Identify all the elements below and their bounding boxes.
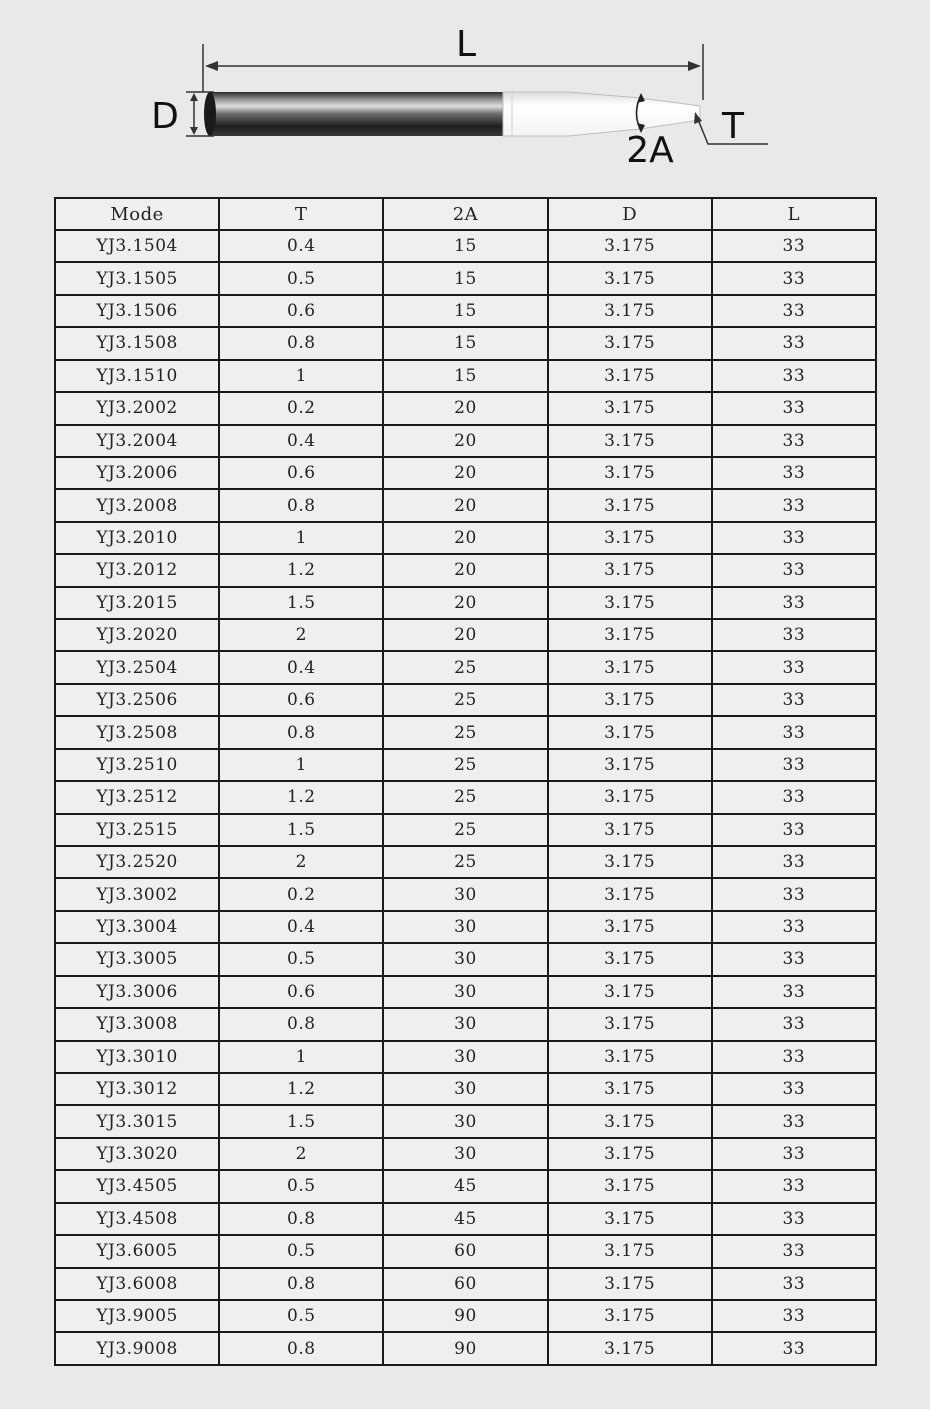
cell-mode: YJ3.1505 [55, 262, 219, 294]
cell-l: 33 [712, 1041, 876, 1073]
cell-t: 0.8 [219, 1332, 383, 1365]
header-2a: 2A [383, 198, 547, 230]
cell-d: 3.175 [548, 587, 712, 619]
cell-2a: 30 [383, 1073, 547, 1105]
cell-2a: 20 [383, 554, 547, 586]
table-row [55, 1041, 876, 1073]
cell-l: 33 [712, 1203, 876, 1235]
cell-l: 33 [712, 878, 876, 910]
cell-2a: 25 [383, 716, 547, 748]
cell-l: 33 [712, 489, 876, 521]
cell-mode: YJ3.2520 [55, 846, 219, 878]
cell-d: 3.175 [548, 651, 712, 683]
table-row [55, 1300, 876, 1332]
table-row [55, 1332, 876, 1365]
cell-l: 33 [712, 230, 876, 262]
cell-l: 33 [712, 1235, 876, 1267]
cell-mode: YJ3.2012 [55, 554, 219, 586]
cell-t: 0.2 [219, 878, 383, 910]
label-l: L [455, 24, 477, 65]
cell-2a: 30 [383, 878, 547, 910]
cell-d: 3.175 [548, 976, 712, 1008]
cell-t: 0.8 [219, 1008, 383, 1040]
cell-d: 3.175 [548, 425, 712, 457]
cell-2a: 15 [383, 360, 547, 392]
cell-l: 33 [712, 716, 876, 748]
cell-l: 33 [712, 781, 876, 813]
cell-mode: YJ3.6008 [55, 1268, 219, 1300]
table-row [55, 1235, 876, 1267]
cell-d: 3.175 [548, 1235, 712, 1267]
cell-d: 3.175 [548, 814, 712, 846]
cell-t: 2 [219, 846, 383, 878]
cell-l: 33 [712, 814, 876, 846]
cell-mode: YJ3.1510 [55, 360, 219, 392]
table-row [55, 230, 876, 262]
cell-d: 3.175 [548, 684, 712, 716]
cell-2a: 90 [383, 1300, 547, 1332]
cell-l: 33 [712, 425, 876, 457]
cell-2a: 20 [383, 457, 547, 489]
cell-mode: YJ3.2006 [55, 457, 219, 489]
cell-2a: 60 [383, 1235, 547, 1267]
cell-mode: YJ3.2508 [55, 716, 219, 748]
table-row [55, 684, 876, 716]
cell-2a: 30 [383, 1105, 547, 1137]
table-row [55, 976, 876, 1008]
table-row [55, 1008, 876, 1040]
table-row [55, 425, 876, 457]
cell-t: 1.2 [219, 554, 383, 586]
table-row [55, 1203, 876, 1235]
cell-l: 33 [712, 1105, 876, 1137]
cell-t: 0.5 [219, 1235, 383, 1267]
cell-2a: 20 [383, 392, 547, 424]
cell-l: 33 [712, 943, 876, 975]
cell-t: 0.4 [219, 230, 383, 262]
cell-t: 0.8 [219, 327, 383, 359]
bit-shank [204, 92, 515, 136]
header-t: T [219, 198, 383, 230]
table-row [55, 1268, 876, 1300]
table-row [55, 587, 876, 619]
cell-t: 1.5 [219, 1105, 383, 1137]
table-row [55, 846, 876, 878]
cell-t: 1 [219, 749, 383, 781]
cell-2a: 15 [383, 295, 547, 327]
cell-t: 2 [219, 1138, 383, 1170]
cell-2a: 30 [383, 1138, 547, 1170]
cell-t: 0.5 [219, 1300, 383, 1332]
cell-mode: YJ3.2010 [55, 522, 219, 554]
cell-l: 33 [712, 1073, 876, 1105]
engraving-bit-diagram [0, 0, 930, 190]
cell-mode: YJ3.1506 [55, 295, 219, 327]
cell-mode: YJ3.2506 [55, 684, 219, 716]
cell-t: 0.5 [219, 1170, 383, 1202]
cell-l: 33 [712, 684, 876, 716]
table-row [55, 1138, 876, 1170]
table-row [55, 457, 876, 489]
cell-l: 33 [712, 262, 876, 294]
cell-l: 33 [712, 392, 876, 424]
cell-t: 0.4 [219, 651, 383, 683]
cell-2a: 15 [383, 262, 547, 294]
cell-mode: YJ3.2004 [55, 425, 219, 457]
cell-2a: 15 [383, 327, 547, 359]
cell-t: 1 [219, 360, 383, 392]
cell-t: 0.5 [219, 262, 383, 294]
table-row [55, 1105, 876, 1137]
cell-t: 1.2 [219, 1073, 383, 1105]
cell-mode: YJ3.3005 [55, 943, 219, 975]
header-d: D [548, 198, 712, 230]
cell-2a: 25 [383, 781, 547, 813]
cell-d: 3.175 [548, 619, 712, 651]
cell-d: 3.175 [548, 1268, 712, 1300]
cell-d: 3.175 [548, 1332, 712, 1365]
table-row [55, 619, 876, 651]
cell-2a: 30 [383, 1008, 547, 1040]
cell-2a: 45 [383, 1203, 547, 1235]
cell-d: 3.175 [548, 295, 712, 327]
cell-l: 33 [712, 1332, 876, 1365]
cell-mode: YJ3.3012 [55, 1073, 219, 1105]
cell-l: 33 [712, 295, 876, 327]
cell-t: 0.6 [219, 457, 383, 489]
table-header [55, 198, 876, 230]
table-row [55, 522, 876, 554]
cell-d: 3.175 [548, 781, 712, 813]
cell-2a: 30 [383, 943, 547, 975]
cell-d: 3.175 [548, 1203, 712, 1235]
header-mode: Mode [55, 198, 219, 230]
cell-2a: 30 [383, 976, 547, 1008]
cell-2a: 20 [383, 489, 547, 521]
cell-d: 3.175 [548, 943, 712, 975]
cell-2a: 30 [383, 1041, 547, 1073]
cell-mode: YJ3.2512 [55, 781, 219, 813]
cell-t: 0.8 [219, 1203, 383, 1235]
cell-t: 0.6 [219, 976, 383, 1008]
cell-t: 0.8 [219, 1268, 383, 1300]
table-row [55, 943, 876, 975]
cell-mode: YJ3.3020 [55, 1138, 219, 1170]
cell-d: 3.175 [548, 1008, 712, 1040]
cell-mode: YJ3.3006 [55, 976, 219, 1008]
cell-2a: 25 [383, 749, 547, 781]
cell-mode: YJ3.3015 [55, 1105, 219, 1137]
cell-d: 3.175 [548, 878, 712, 910]
cell-mode: YJ3.3002 [55, 878, 219, 910]
cell-d: 3.175 [548, 1170, 712, 1202]
cell-mode: YJ3.6005 [55, 1235, 219, 1267]
table-row [55, 749, 876, 781]
header-l: L [712, 198, 876, 230]
label-t: T [722, 106, 744, 147]
cell-d: 3.175 [548, 1073, 712, 1105]
cell-t: 1.2 [219, 781, 383, 813]
cell-mode: YJ3.3010 [55, 1041, 219, 1073]
cell-d: 3.175 [548, 911, 712, 943]
cell-mode: YJ3.9008 [55, 1332, 219, 1365]
cell-l: 33 [712, 360, 876, 392]
cell-d: 3.175 [548, 327, 712, 359]
cell-mode: YJ3.2008 [55, 489, 219, 521]
cell-t: 0.4 [219, 425, 383, 457]
cell-mode: YJ3.4508 [55, 1203, 219, 1235]
table-row [55, 554, 876, 586]
cell-t: 0.6 [219, 295, 383, 327]
cell-l: 33 [712, 522, 876, 554]
cell-mode: YJ3.2020 [55, 619, 219, 651]
cell-2a: 90 [383, 1332, 547, 1365]
cell-d: 3.175 [548, 846, 712, 878]
table-body [55, 230, 876, 1365]
cell-l: 33 [712, 1138, 876, 1170]
cell-l: 33 [712, 749, 876, 781]
cell-d: 3.175 [548, 489, 712, 521]
cell-l: 33 [712, 651, 876, 683]
table-row [55, 295, 876, 327]
cell-mode: YJ3.2015 [55, 587, 219, 619]
cell-2a: 25 [383, 684, 547, 716]
cell-l: 33 [712, 1008, 876, 1040]
cell-l: 33 [712, 1300, 876, 1332]
cell-t: 1 [219, 1041, 383, 1073]
cell-mode: YJ3.1508 [55, 327, 219, 359]
cell-2a: 15 [383, 230, 547, 262]
table-row [55, 360, 876, 392]
cell-l: 33 [712, 587, 876, 619]
cell-2a: 30 [383, 911, 547, 943]
table-row [55, 327, 876, 359]
cell-2a: 20 [383, 425, 547, 457]
cell-2a: 20 [383, 522, 547, 554]
table-row [55, 489, 876, 521]
cell-2a: 60 [383, 1268, 547, 1300]
cell-2a: 20 [383, 619, 547, 651]
cell-t: 0.2 [219, 392, 383, 424]
label-2a: 2A [626, 130, 674, 171]
cell-l: 33 [712, 327, 876, 359]
table-row [55, 781, 876, 813]
cell-d: 3.175 [548, 1105, 712, 1137]
cell-t: 1.5 [219, 587, 383, 619]
cell-d: 3.175 [548, 554, 712, 586]
cell-t: 0.4 [219, 911, 383, 943]
cell-t: 1.5 [219, 814, 383, 846]
cell-2a: 25 [383, 814, 547, 846]
cell-2a: 20 [383, 587, 547, 619]
cell-mode: YJ3.2515 [55, 814, 219, 846]
cell-t: 0.8 [219, 489, 383, 521]
cell-mode: YJ3.3008 [55, 1008, 219, 1040]
cell-2a: 25 [383, 651, 547, 683]
cell-mode: YJ3.2002 [55, 392, 219, 424]
cell-d: 3.175 [548, 262, 712, 294]
cell-t: 1 [219, 522, 383, 554]
cell-l: 33 [712, 619, 876, 651]
table-row [55, 392, 876, 424]
cell-mode: YJ3.2504 [55, 651, 219, 683]
cell-l: 33 [712, 1170, 876, 1202]
label-d: D [151, 96, 179, 137]
cell-d: 3.175 [548, 1041, 712, 1073]
cell-l: 33 [712, 976, 876, 1008]
table-row [55, 814, 876, 846]
length-dimension [203, 44, 703, 100]
cell-mode: YJ3.3004 [55, 911, 219, 943]
table-row [55, 1170, 876, 1202]
header-row [55, 198, 876, 230]
cell-l: 33 [712, 457, 876, 489]
cell-d: 3.175 [548, 1300, 712, 1332]
cell-t: 0.8 [219, 716, 383, 748]
table-row [55, 1073, 876, 1105]
cell-t: 0.6 [219, 684, 383, 716]
cell-l: 33 [712, 554, 876, 586]
table-row [55, 716, 876, 748]
table-row [55, 262, 876, 294]
cell-d: 3.175 [548, 230, 712, 262]
cell-d: 3.175 [548, 716, 712, 748]
table-row [55, 878, 876, 910]
cell-d: 3.175 [548, 457, 712, 489]
cell-d: 3.175 [548, 392, 712, 424]
cell-l: 33 [712, 911, 876, 943]
cell-d: 3.175 [548, 749, 712, 781]
cell-l: 33 [712, 1268, 876, 1300]
spec-table [54, 197, 877, 1366]
cell-mode: YJ3.4505 [55, 1170, 219, 1202]
cell-mode: YJ3.2510 [55, 749, 219, 781]
table-row [55, 651, 876, 683]
cell-t: 2 [219, 619, 383, 651]
cell-l: 33 [712, 846, 876, 878]
cell-mode: YJ3.1504 [55, 230, 219, 262]
cell-mode: YJ3.9005 [55, 1300, 219, 1332]
cell-2a: 25 [383, 846, 547, 878]
table-row [55, 911, 876, 943]
cell-2a: 45 [383, 1170, 547, 1202]
cell-d: 3.175 [548, 522, 712, 554]
cell-d: 3.175 [548, 360, 712, 392]
cell-d: 3.175 [548, 1138, 712, 1170]
cell-t: 0.5 [219, 943, 383, 975]
